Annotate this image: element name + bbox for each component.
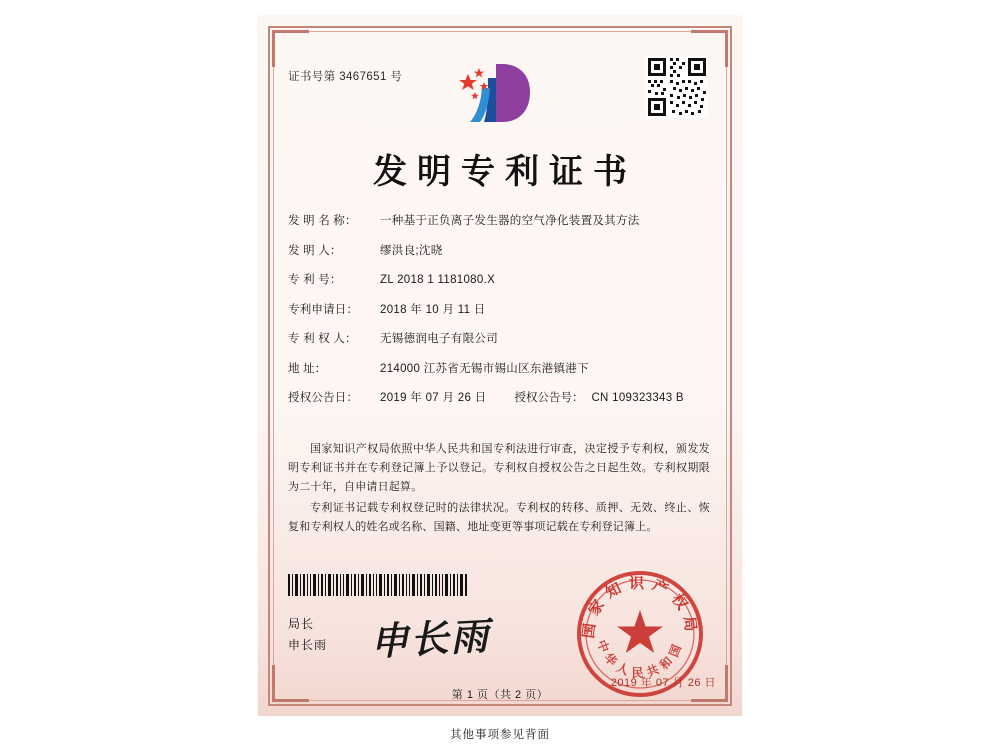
svg-text:国家知识产权局: 国家知识产权局 <box>579 574 701 640</box>
signature-block <box>288 614 327 656</box>
field-label: 专 利 号： <box>288 274 342 286</box>
legal-paragraph-2: 专利证书记载专利权登记时的法律状况。专利权的转移、质押、无效、终止、恢复和专利权人的姓名或名称、国籍、地址变更等事项记载在专利登记簿上。 <box>288 502 710 533</box>
field-value: 一种基于正负离子发生器的空气净化装置及其方法 <box>380 215 640 227</box>
field-value: 缪洪良;沈晓 <box>380 244 443 257</box>
certificate-fields <box>288 212 712 419</box>
signature-name: 申长雨 <box>288 638 328 652</box>
field-label: 专利申请日： <box>288 303 359 316</box>
field-value: 无锡德润电子有限公司 <box>380 333 498 345</box>
seal-date: 2019 年 07 月 26 日 <box>610 677 716 689</box>
corner-ornament-top-left <box>272 30 309 67</box>
back-side-note: 其他事项参见背面 <box>450 729 550 741</box>
certificate-number: 证书号第 3467651 号 <box>288 71 403 83</box>
field-value: 214000 江苏省无锡市锡山区东港镇港下 <box>380 362 589 375</box>
field-label-grant-date: 授权公告日： <box>288 392 359 404</box>
legal-paragraph-1: 国家知识产权局依照中华人民共和国专利法进行审查，决定授予专利权，颁发发明专利证书并在专利登记簿上予以登记。专利权自授权公告之日起生效。专利权期限为二十年，自申请日起算。 <box>288 443 710 493</box>
field-row-invention-name <box>288 212 712 228</box>
qr-code-icon <box>646 56 708 118</box>
field-label-grant-number: 授权公告号： <box>514 392 584 404</box>
field-row-patentee <box>288 330 712 346</box>
field-label: 专 利 权 人： <box>288 333 357 345</box>
page-indicator: 第 1 页（共 2 页） <box>451 689 549 701</box>
field-row-inventor <box>288 242 712 258</box>
field-row-application-date <box>288 301 712 317</box>
field-label: 地 址： <box>288 362 327 375</box>
field-value-grant-number: CN 109323343 B <box>591 392 684 404</box>
field-value-grant-date: 2019 年 07 月 26 日 <box>380 392 487 404</box>
patent-certificate <box>258 16 742 716</box>
svg-text:中华人民共和国: 中华人民共和国 <box>594 638 686 680</box>
certificate-title: 发明专利证书 <box>373 152 637 192</box>
field-value: ZL 2018 1 1181080.X <box>380 274 496 286</box>
barcode <box>288 574 468 596</box>
field-row-patent-number <box>288 271 712 287</box>
field-row-grant-announcement <box>288 389 712 405</box>
field-value: 2018 年 10 月 11 日 <box>380 303 486 316</box>
handwritten-signature: 申长雨 <box>369 612 492 665</box>
field-label: 发 明 人： <box>288 244 342 257</box>
cnipa-emblem-icon <box>454 58 546 130</box>
legal-text-block <box>288 440 710 539</box>
signature-title: 局长 <box>288 617 315 631</box>
field-label: 发 明 名 称： <box>288 215 357 227</box>
field-row-address <box>288 360 712 376</box>
